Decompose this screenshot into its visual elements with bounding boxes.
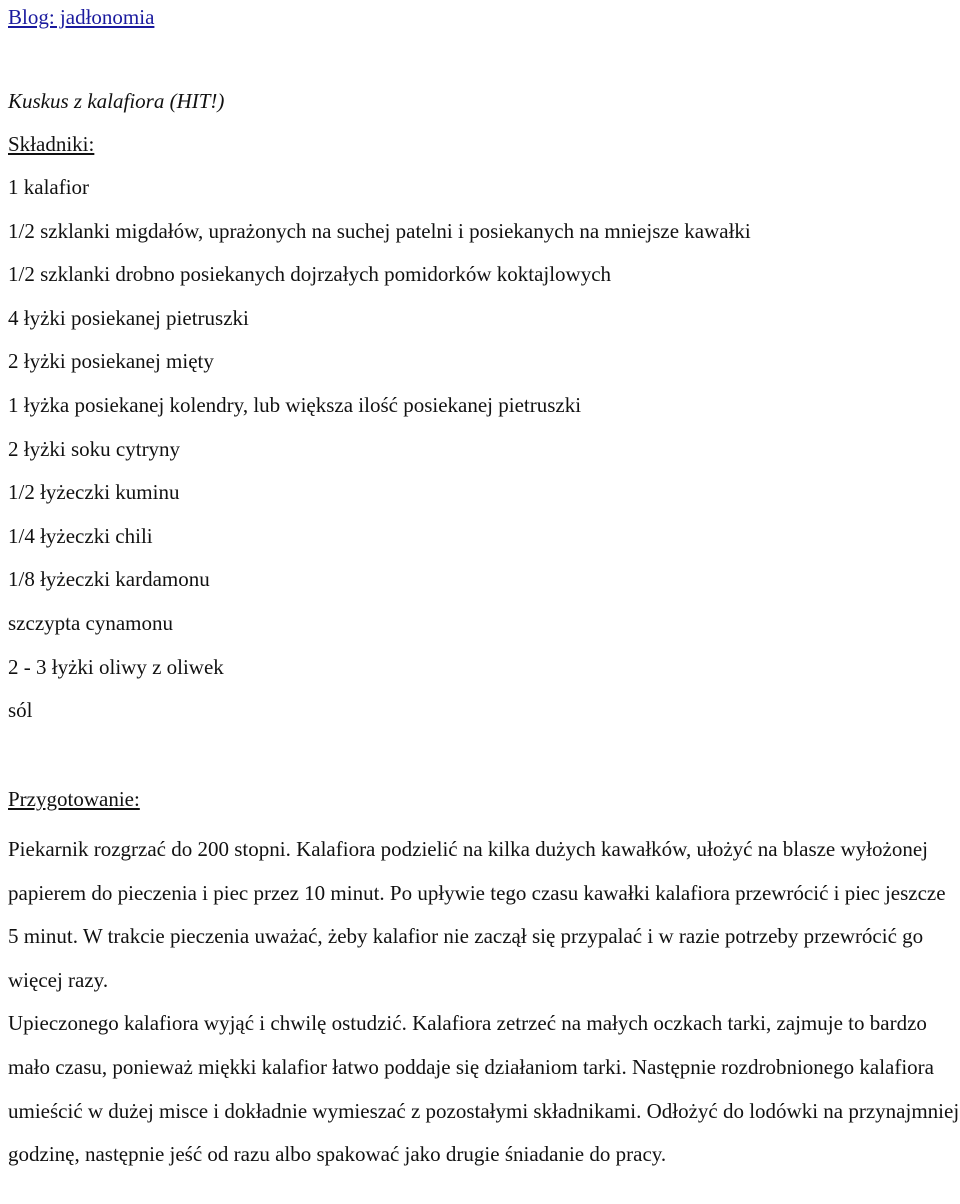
ingredient-item: 1/2 szklanki drobno posiekanych dojrzałych pomidorków koktajlowych <box>8 262 612 287</box>
preparation-heading: Przygotowanie: <box>8 787 140 811</box>
ingredient-item: 1/4 łyżeczki chili <box>8 523 153 548</box>
ingredient-item: 2 - 3 łyżki oliwy z oliwek <box>8 654 224 679</box>
preparation-paragraph: Upieczonego kalafiora wyjąć i chwilę ostudzić. Kalafiora zetrzeć na małych oczkach tarki, zajmuje to bardzo mało czasu, ponieważ miękki kalafior łatwo poddaje się działaniom tarki. Następnie rozdrobnionego kalafiora umieścić w dużej misce i dokładnie wymieszać z pozostałymi składnikami. Odłożyć do lodówki na przynajmniej godzinę, następnie jeść od razu albo spakować jako drugie śniadanie do pracy. <box>8 1011 960 1167</box>
ingredient-item: 2 łyżki soku cytryny <box>8 436 181 461</box>
ingredient-item: szczypta cynamonu <box>8 610 174 635</box>
ingredient-item: 1/2 szklanki migdałów, uprażonych na suchej patelni i posiekanych na mniejsze kawałki <box>8 218 751 243</box>
ingredient-item: 1 kalafior <box>8 175 90 199</box>
blog-link[interactable]: Blog: jadłonomia <box>8 5 155 29</box>
ingredient-item: 2 łyżki posiekanej mięty <box>8 349 214 374</box>
ingredients-list <box>8 173 751 740</box>
ingredient-item: 1/8 łyżeczki kardamonu <box>8 567 210 592</box>
ingredients-heading: Składniki: <box>8 132 95 156</box>
ingredient-item: sól <box>8 698 33 723</box>
ingredient-item: 1/2 łyżeczki kuminu <box>8 480 180 505</box>
ingredient-item: 4 łyżki posiekanej pietruszki <box>8 305 249 330</box>
preparation-paragraph: Piekarnik rozgrzać do 200 stopni. Kalafiora podzielić na kilka dużych kawałków, ułożyć na blasze wyłożonej papierem do pieczenia i piec przez 10 minut. Po upływie tego czasu kawałki kalafiora przewrócić i piec jeszcze 5 minut. W trakcie pieczenia uważać, żeby kalafior nie zaczął się przypalać i w razie potrzeby przewrócić go więcej razy. <box>8 837 946 992</box>
preparation-text <box>8 828 960 1177</box>
ingredient-item: 1 łyżka posiekanej kolendry, lub większa ilość posiekanej pietruszki <box>8 392 582 417</box>
recipe-title: Kuskus z kalafiora (HIT!) <box>8 89 225 113</box>
